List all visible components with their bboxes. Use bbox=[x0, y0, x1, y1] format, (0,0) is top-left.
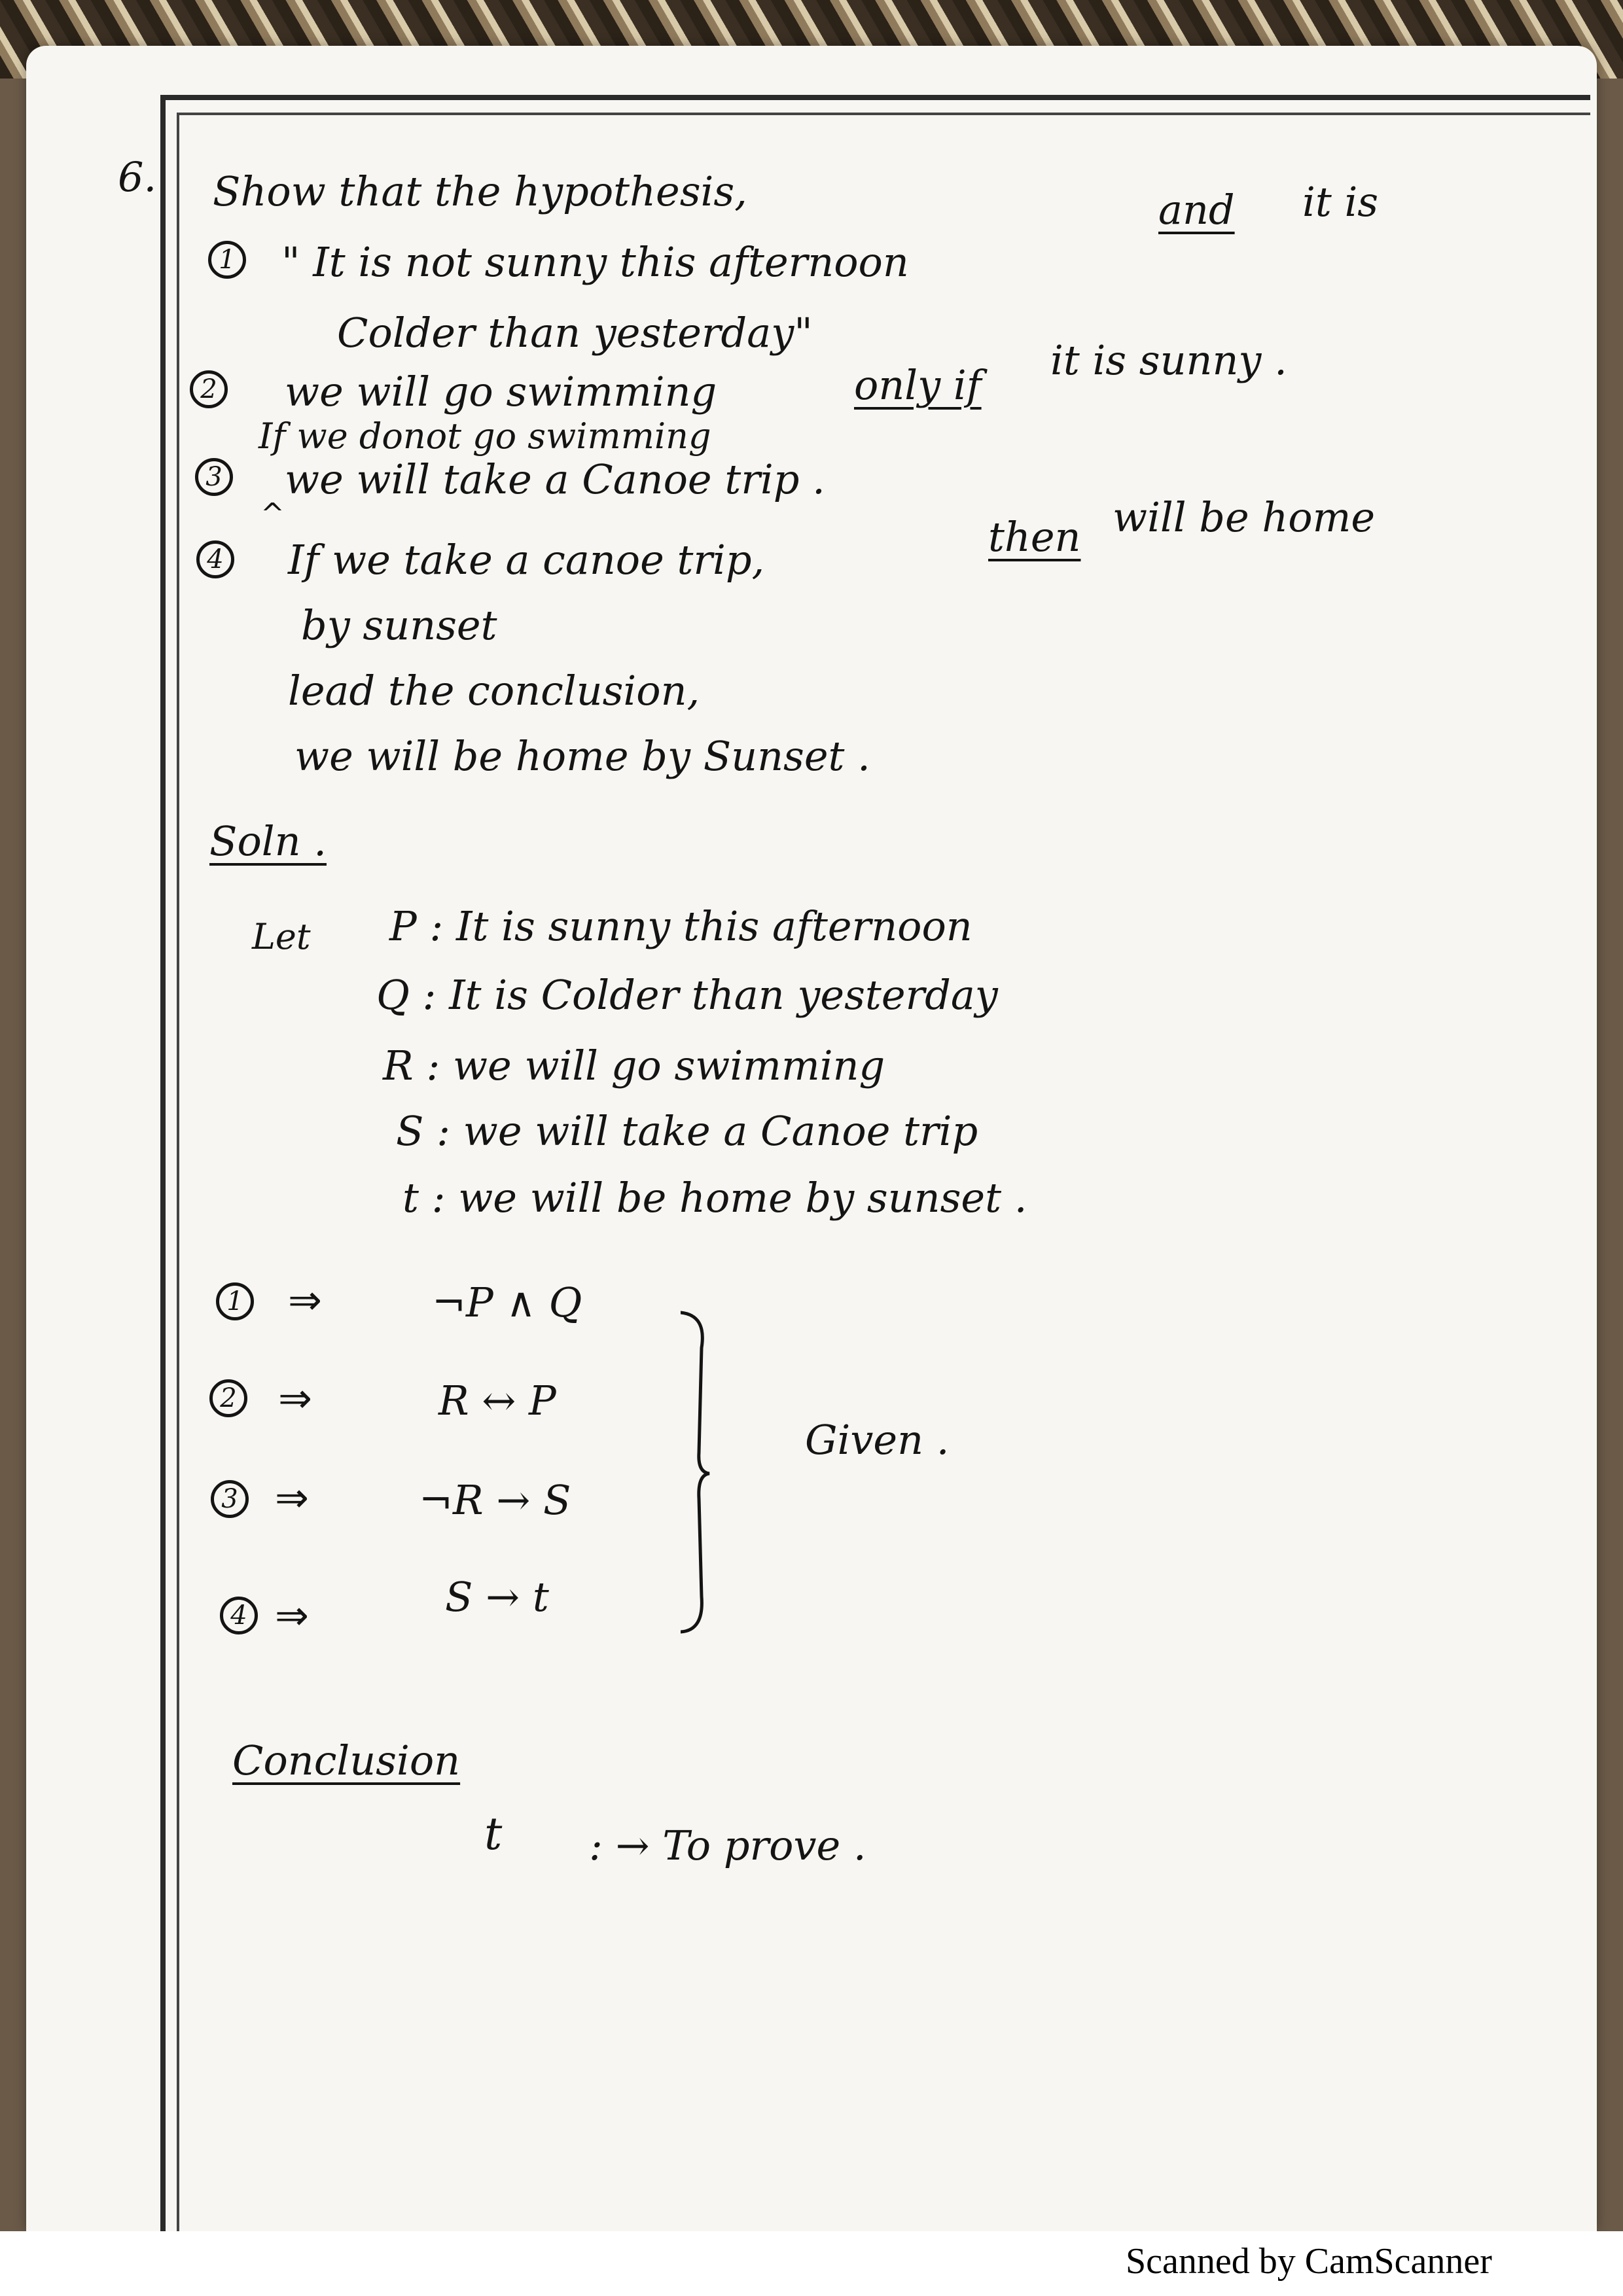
definition-t: t : we will be home by sunset . bbox=[402, 1174, 1027, 1222]
scanner-watermark: Scanned by CamScanner bbox=[1126, 2241, 1492, 2282]
hypothesis-1-line1-b: it is bbox=[1302, 178, 1379, 226]
solution-heading: Soln . bbox=[209, 817, 327, 865]
hypothesis-1-line1-a: " It is not sunny this afternoon bbox=[281, 238, 909, 286]
given-3-marker: 3 bbox=[211, 1480, 249, 1518]
hypothesis-2-b: it is sunny . bbox=[1050, 336, 1287, 384]
hypothesis-1-and: and bbox=[1158, 186, 1235, 234]
hypothesis-2-a: we will go swimming bbox=[285, 368, 717, 415]
hypothesis-1-marker: 1 bbox=[208, 241, 246, 279]
conclusion-statement: we will be home by Sunset . bbox=[294, 732, 870, 780]
given-brace bbox=[681, 1309, 711, 1636]
to-prove-note: : → To prove . bbox=[589, 1822, 866, 1869]
question-intro: Show that the hypothesis, bbox=[213, 168, 747, 215]
hypothesis-2-marker: 2 bbox=[190, 370, 228, 408]
hypothesis-4-b: will be home bbox=[1113, 493, 1376, 541]
given-4-expression: S → t bbox=[445, 1573, 549, 1621]
given-2-expression: R ↔ P bbox=[438, 1377, 556, 1424]
given-1-marker: 1 bbox=[216, 1282, 254, 1320]
hypothesis-4-marker: 4 bbox=[196, 540, 234, 578]
question-number: 6. bbox=[118, 153, 157, 201]
given-2-marker: 2 bbox=[209, 1379, 247, 1417]
hypothesis-3-marker: 3 bbox=[195, 458, 233, 496]
given-3-implies-arrow: ⇒ bbox=[275, 1474, 309, 1521]
conclusion-expression: t bbox=[484, 1809, 503, 1860]
hypothesis-4-then: then bbox=[988, 513, 1081, 561]
definition-p: P : It is sunny this afternoon bbox=[389, 902, 972, 950]
hypothesis-4-line2: by sunset bbox=[301, 601, 497, 649]
hypothesis-4-a: If we take a canoe trip, bbox=[288, 536, 765, 584]
hypothesis-3-line2: we will take a Canoe trip . bbox=[285, 455, 825, 503]
given-4-marker: 4 bbox=[220, 1597, 258, 1634]
given-3-expression: ¬R → S bbox=[419, 1476, 571, 1524]
definition-s: S : we will take a Canoe trip bbox=[396, 1107, 978, 1155]
conclusion-heading: Conclusion bbox=[232, 1737, 461, 1784]
let-label: Let bbox=[252, 916, 311, 957]
hypothesis-2-only-if: only if bbox=[854, 361, 982, 409]
lead-line: lead the conclusion, bbox=[288, 667, 700, 715]
given-2-implies-arrow: ⇒ bbox=[278, 1374, 312, 1422]
hypothesis-3-line1: If we donot go swimming bbox=[259, 415, 711, 457]
insert-caret: ^ bbox=[260, 497, 285, 531]
given-1-implies-arrow: ⇒ bbox=[288, 1276, 322, 1324]
hypothesis-1-line2: Colder than yesterday" bbox=[337, 309, 813, 357]
given-label: Given . bbox=[805, 1416, 950, 1464]
definition-r: R : we will go swimming bbox=[383, 1042, 885, 1089]
definition-q: Q : It is Colder than yesterday bbox=[376, 971, 998, 1019]
given-1-expression: ¬P ∧ Q bbox=[432, 1279, 582, 1326]
given-4-implies-arrow: ⇒ bbox=[275, 1591, 309, 1639]
